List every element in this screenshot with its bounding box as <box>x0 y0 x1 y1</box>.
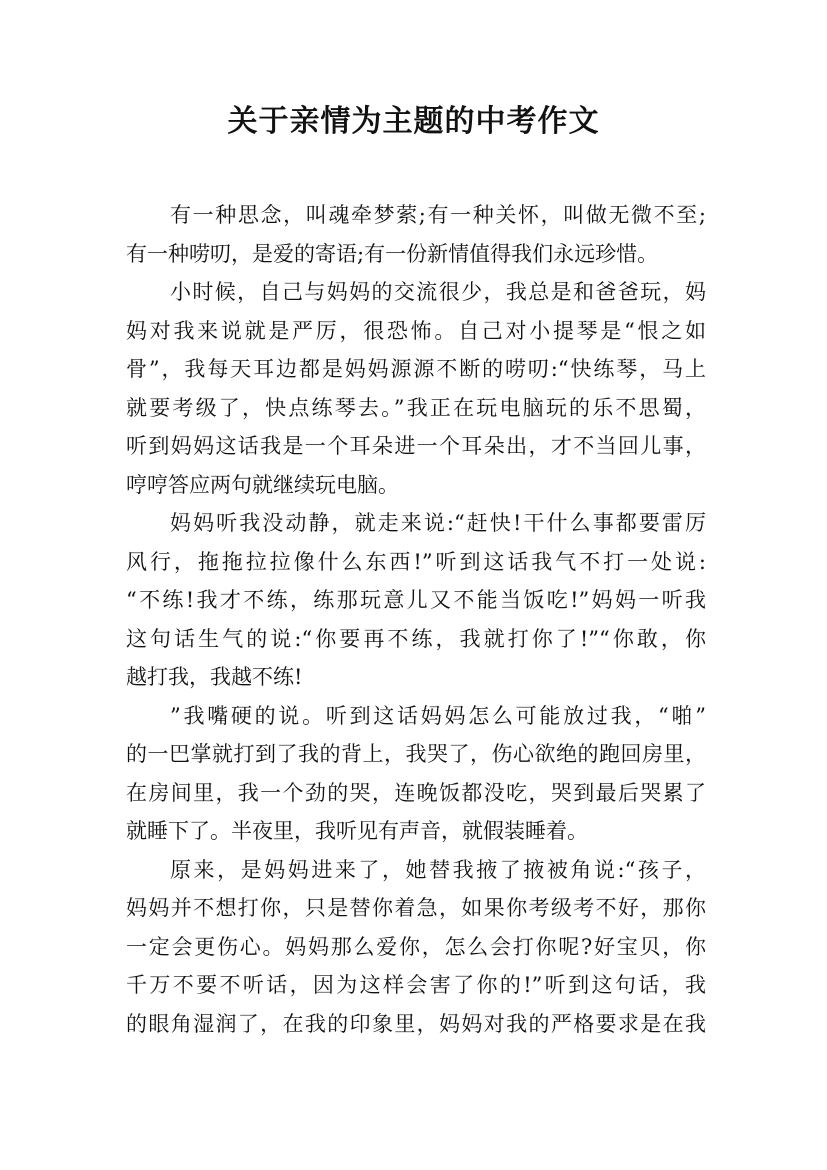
text-line: 就睡下了。半夜里，我听见有声音，就假装睡着。 <box>126 819 588 843</box>
text-line: 妈妈并不想打你，只是替你着急，如果你考级考不好，那你 <box>126 896 706 920</box>
text-line: 哼哼答应两句就继续玩电脑。 <box>126 472 399 497</box>
text-line: 的一巴掌就打到了我的背上，我哭了，伤心欲绝的跑回房里， <box>126 742 706 766</box>
text-line: 妈妈听我没动静，就走来说:“赶快!干什么事都要雷厉 <box>170 511 706 535</box>
text-line: 越打我，我越不练! <box>126 665 303 689</box>
text-line: 有一种唠叨，是爱的寄语;有一份新情值得我们永远珍惜。 <box>126 241 659 266</box>
text-line: 这句话生气的说:“你要再不练，我就打你了!”“你敢，你 <box>126 626 706 651</box>
text-line: 原来，是妈妈进来了，她替我掖了掖被角说:“孩子， <box>170 857 706 882</box>
text-line: 听到妈妈这话我是一个耳朵进一个耳朵出，才不当回儿事， <box>126 434 706 458</box>
text-line: 小时候，自己与妈妈的交流很少，我总是和爸爸玩，妈 <box>170 280 706 304</box>
text-line: ”我嘴硬的说。听到这话妈妈怎么可能放过我，“啪” <box>170 703 706 728</box>
text-line: 的眼角湿润了，在我的印象里，妈妈对我的严格要求是在我 <box>126 1011 706 1036</box>
text-line: 一定会更伤心。妈妈那么爱你，怎么会打你呢?好宝贝，你 <box>126 934 706 959</box>
text-line: 妈对我来说就是严厉，很恐怖。自己对小提琴是“恨之如 <box>126 318 706 343</box>
document-body <box>126 196 706 1043</box>
text-line: 骨”，我每天耳边都是妈妈源源不断的唠叨:“快练琴，马上 <box>126 357 706 381</box>
document-title: 关于亲情为主题的中考作文 <box>227 104 600 139</box>
text-line: 千万不要不听话，因为这样会害了你的!”听到这句话，我 <box>126 973 706 997</box>
text-line: 在房间里，我一个劲的哭，连晚饭都没吃，哭到最后哭累了 <box>126 780 706 805</box>
text-line: 有一种思念，叫魂牵梦萦;有一种关怀，叫做无微不至; <box>170 203 706 227</box>
text-line: “不练!我才不练，练那玩意儿又不能当饭吃!”妈妈一听我 <box>126 588 706 612</box>
text-line: 风行，拖拖拉拉像什么东西!”听到这话我气不打一处说: <box>126 549 706 574</box>
text-line: 就要考级了，快点练琴去。”我正在玩电脑玩的乐不思蜀， <box>126 395 706 420</box>
